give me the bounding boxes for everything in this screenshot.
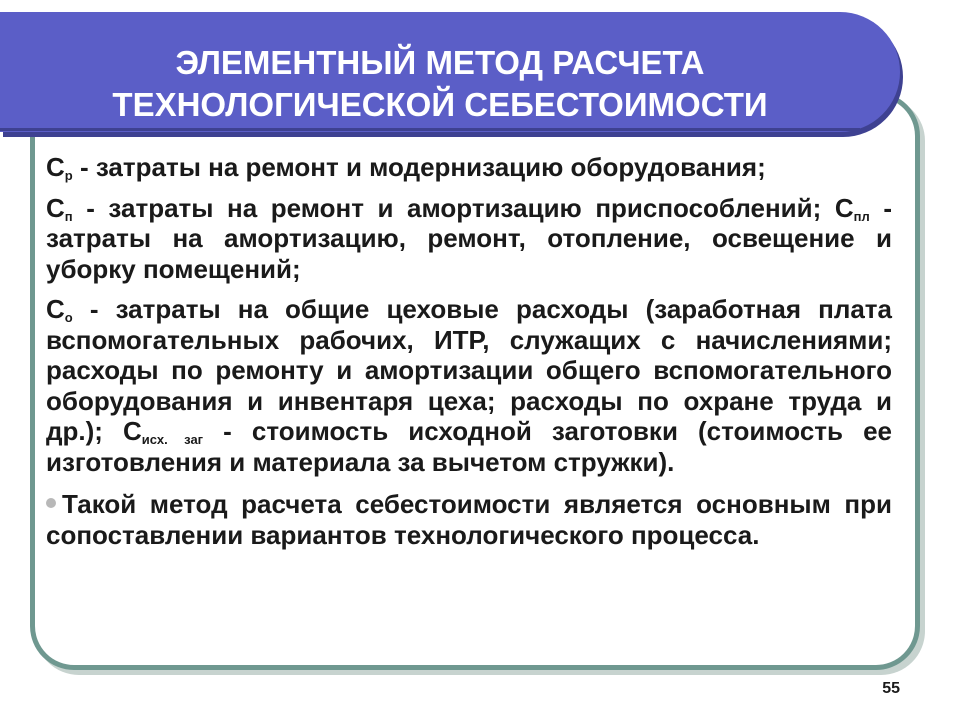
slide-body: [46, 152, 892, 560]
slide-title: [0, 42, 880, 126]
title-bar: [0, 12, 900, 132]
paragraph-cr: $С_р$ - затраты на ремонт и модернизацию оборудования;: [46, 152, 766, 183]
paragraph-co: $С_о$ - затраты на общие цеховые расходы (заработная плата вспомогательных рабочих, ИТР, служащих с начислениями; расходы по ремонту и амортизации общего вспомогательного оборудования и инвентаря цеха; расходы по охране труда и др.); $С_{исх. заг}$ - стоимость исходной заготовки (стоимость ее изготовления и материала за вычетом стружки).: [46, 294, 892, 477]
title-underline: [0, 128, 860, 131]
page-number: 55: [882, 680, 900, 697]
bullet-dot-icon: [46, 498, 56, 508]
paragraph-cp: $С_п$ - затраты на ремонт и амортизацию приспособлений; $С_{пл}$ - затраты на амортизацию, ремонт, отопление, освещение и уборку помещений;: [46, 192, 892, 284]
title-line-1: ЭЛЕМЕНТНЫЙ МЕТОД РАСЧЕТА: [175, 44, 705, 81]
bullet-paragraph: Такой метод расчета себестоимости является основным при сопоставлении вариантов технологического процесса.: [46, 489, 892, 550]
title-line-2: ТЕХНОЛОГИЧЕСКОЙ СЕБЕСТОИМОСТИ: [112, 86, 768, 123]
